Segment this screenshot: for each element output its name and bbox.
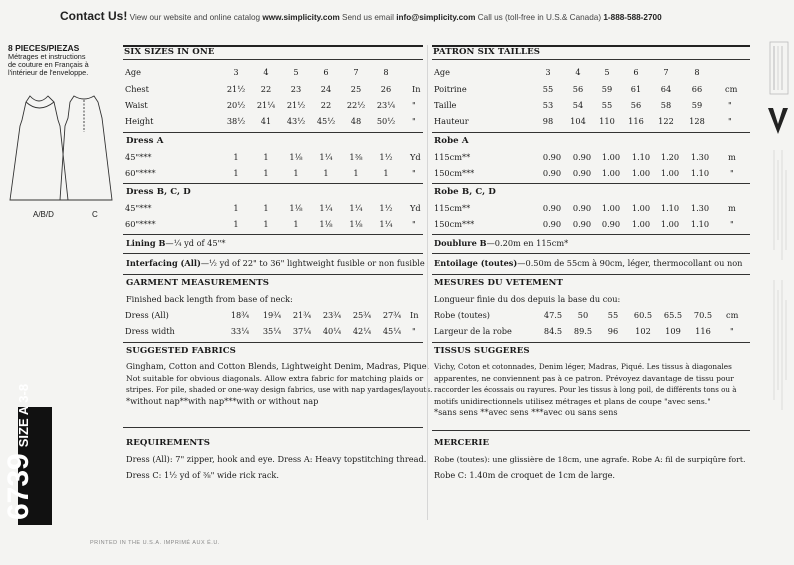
unit-label: " — [730, 168, 734, 178]
paragraph-line: stripes. For pile, shaded or one-way design fabrics, use with nap yardages/layouts. — [126, 385, 433, 395]
unit-label: m — [728, 152, 736, 162]
unit-label: " — [730, 219, 734, 229]
en-row-chest-label: Chest — [125, 84, 149, 94]
dress-line-drawings — [8, 92, 116, 210]
table-cell: 1¼ — [319, 203, 333, 213]
unit-label: " — [412, 326, 416, 336]
table-cell: 7 — [353, 67, 359, 77]
fr-entoilage-label: Entoilage (toutes) — [434, 258, 518, 268]
divider — [432, 234, 750, 235]
table-cell: 0.90 — [542, 168, 562, 178]
table-cell: 1 — [323, 168, 329, 178]
en-lining — [126, 238, 225, 248]
fr-title: PATRON SIX TAILLES — [433, 47, 541, 57]
table-cell: 50½ — [376, 116, 396, 126]
table-cell: 0.90 — [542, 219, 562, 229]
table-cell: 1 — [233, 219, 239, 229]
table-cell: 1.00 — [601, 152, 621, 162]
table-cell: 59 — [601, 84, 613, 94]
table-cell: 18¾ — [230, 310, 250, 320]
contact-phone: 1-888-588-2700 — [603, 13, 662, 22]
unit-label: cm — [726, 310, 739, 320]
table-cell: 37¼ — [292, 326, 312, 336]
envelope-number-block — [2, 384, 36, 520]
table-cell: 1.10 — [690, 168, 710, 178]
table-cell: 1.30 — [690, 203, 710, 213]
table-cell: 41 — [260, 116, 272, 126]
table-cell: 1 — [263, 168, 269, 178]
fr-tissus-text — [434, 361, 748, 419]
table-cell: 61 — [630, 84, 642, 94]
fr-robe-a-title: Robe A — [434, 136, 469, 146]
divider — [123, 183, 423, 184]
table-cell: 22 — [320, 100, 332, 110]
table-cell: 0.90 — [572, 168, 592, 178]
paragraph-line: *sans sens **avec sens ***avec ou sans sens — [434, 407, 618, 418]
table-cell: 24 — [320, 84, 332, 94]
table-cell: 1⅛ — [289, 152, 303, 162]
unit-label: In — [412, 84, 421, 94]
table-cell: 89.5 — [573, 326, 593, 336]
table-cell: 23¼ — [376, 100, 396, 110]
table-cell: 33¼ — [230, 326, 250, 336]
table-cell: 1 — [263, 219, 269, 229]
table-cell: 1½ — [379, 152, 393, 162]
divider — [432, 132, 750, 133]
fr-mesures-title: MESURES DU VETEMENT — [434, 278, 563, 288]
table-cell: 110 — [599, 116, 615, 126]
table-row-label: Taille — [434, 100, 457, 110]
table-cell: 0.90 — [572, 219, 592, 229]
table-cell: 48 — [350, 116, 362, 126]
table-cell: 35¼ — [262, 326, 282, 336]
fr-doublure — [434, 238, 568, 248]
divider — [432, 59, 750, 60]
fr-entoilage-text: —0.50m de 55cm à 90cm, léger, thermocollant ou non — [517, 258, 743, 268]
contact-view-text: View our website and online catalog — [129, 13, 261, 22]
table-cell: 96 — [607, 326, 619, 336]
en-lining-text: —¼ yd of 45"* — [165, 238, 226, 248]
fr-mesures-sub: Longueur finie du dos depuis la base du cou: — [434, 294, 621, 304]
table-cell: 56 — [572, 84, 584, 94]
divider — [123, 59, 423, 60]
table-cell: 0.90 — [542, 152, 562, 162]
table-row-label: 60"**** — [125, 219, 156, 229]
envelope-size: SIZE A 3-8 — [16, 383, 31, 448]
table-cell: 21¾ — [292, 310, 312, 320]
table-cell: 4 — [263, 67, 269, 77]
table-cell: 55 — [601, 100, 613, 110]
contact-email-text: Send us email — [342, 13, 394, 22]
en-garment-sub: Finished back length from base of neck: — [126, 294, 293, 304]
contact-title: Contact Us! — [60, 9, 128, 23]
table-cell: 25 — [350, 84, 362, 94]
en-interfacing-label: Interfacing (All) — [126, 258, 201, 268]
fr-entoilage — [434, 258, 742, 268]
table-cell: 98 — [542, 116, 554, 126]
unit-label: " — [412, 168, 416, 178]
table-cell: 1.10 — [660, 203, 680, 213]
unit-label: " — [728, 116, 732, 126]
table-cell: 21½ — [286, 100, 306, 110]
contact-website[interactable]: www.simplicity.com — [262, 13, 340, 22]
table-row-label: 115cm** — [434, 152, 471, 162]
table-cell: 116 — [628, 116, 644, 126]
pieces-subtitle-3: l'intérieur de l'enveloppe. — [8, 68, 89, 78]
divider — [432, 183, 750, 184]
table-row-label: 45"*** — [125, 203, 152, 213]
table-row-label: 150cm*** — [434, 168, 475, 178]
table-cell: 116 — [695, 326, 711, 336]
paragraph-line: *without nap**with nap***with or without nap — [126, 395, 319, 406]
table-cell: 1¼ — [379, 219, 393, 229]
divider — [123, 132, 423, 133]
table-cell: 38½ — [226, 116, 246, 126]
table-cell: 21¼ — [256, 100, 276, 110]
table-cell: 109 — [665, 326, 681, 336]
table-cell: 64 — [660, 84, 672, 94]
unit-label: m — [728, 203, 736, 213]
table-cell: 25¾ — [352, 310, 372, 320]
column-separator — [427, 45, 428, 520]
table-cell: 1½ — [379, 203, 393, 213]
table-cell: 1 — [233, 203, 239, 213]
barcode-icon — [766, 40, 792, 96]
contact-bar — [60, 9, 662, 23]
table-cell: 21½ — [226, 84, 246, 94]
table-cell: 1⅛ — [319, 219, 333, 229]
table-cell: 22 — [260, 84, 272, 94]
table-cell: 47.5 — [543, 310, 563, 320]
table-cell: 19¾ — [262, 310, 282, 320]
table-cell: 0.90 — [572, 152, 592, 162]
table-row-label: 45"*** — [125, 152, 152, 162]
en-dress-a-title: Dress A — [126, 136, 164, 146]
v-logo-icon — [764, 100, 794, 140]
divider — [123, 234, 423, 235]
table-cell: 5 — [604, 67, 610, 77]
table-cell: 50 — [577, 310, 589, 320]
table-cell: 60.5 — [633, 310, 653, 320]
paragraph-line: motifs unidirectionnels utilisez métrages et plans de coupe "avec sens." — [434, 396, 711, 406]
contact-email[interactable]: info@simplicity.com — [396, 13, 476, 22]
unit-label: cm — [725, 84, 738, 94]
table-row-label: Hauteur — [434, 116, 469, 126]
table-cell: 1.00 — [601, 168, 621, 178]
paragraph-line: Vichy, Coton et cotonnades, Denim léger, Madras, Piqué. Les tissus à diagonales — [434, 362, 732, 371]
table-cell: 1.00 — [631, 219, 651, 229]
en-interfacing-text: —½ yd of 22" to 36" lightweight fusible or non fusible — [200, 258, 425, 268]
table-cell: 102 — [635, 326, 651, 336]
table-cell: 40¼ — [322, 326, 342, 336]
table-row-label: Robe (toutes) — [434, 310, 491, 320]
paragraph-line: Dress C: 1½ yd of ⅜" wide rick rack. — [126, 469, 279, 480]
pieces-title: 8 PIECES/PIEZAS — [8, 43, 80, 53]
table-cell: 1 — [233, 168, 239, 178]
unit-label: " — [412, 100, 416, 110]
paragraph-line: apparentes, ne conviennent pas à ce patron. Prévoyez davantage de tissu pour — [434, 373, 734, 383]
unit-label: " — [728, 100, 732, 110]
table-row-label: Poitrine — [434, 84, 467, 94]
unit-label: Yd — [410, 203, 421, 213]
dress-front-drawing — [10, 96, 68, 200]
brand-logo — [764, 100, 794, 140]
table-cell: 1⅜ — [349, 152, 363, 162]
contact-call-text: Call us (toll-free in U.S.& Canada) — [477, 13, 602, 22]
divider — [123, 274, 423, 275]
table-cell: 104 — [570, 116, 586, 126]
table-cell: 122 — [658, 116, 674, 126]
divider — [123, 427, 423, 428]
table-cell: 59 — [691, 100, 703, 110]
table-cell: 84.5 — [543, 326, 563, 336]
table-cell: 1.00 — [660, 168, 680, 178]
fr-doublure-text: —0.20m en 115cm* — [486, 238, 569, 248]
table-cell: 1⅛ — [289, 203, 303, 213]
table-cell: 42¼ — [352, 326, 372, 336]
unit-label: " — [730, 326, 734, 336]
paragraph-line: Not suitable for obvious diagonals. Allow extra fabric for matching plaids or — [126, 373, 424, 383]
table-cell: 1⅛ — [349, 219, 363, 229]
table-cell: 0.90 — [572, 203, 592, 213]
divider — [432, 430, 750, 431]
table-cell: 3 — [545, 67, 551, 77]
fine-print-strip — [770, 150, 792, 440]
table-cell: 23¾ — [322, 310, 342, 320]
divider — [432, 274, 750, 275]
table-cell: 1 — [383, 168, 389, 178]
divider — [432, 342, 750, 343]
table-row-label: 60"**** — [125, 168, 156, 178]
pieces-info — [8, 43, 89, 78]
table-cell: 1 — [263, 152, 269, 162]
table-cell: 53 — [542, 100, 554, 110]
table-cell: 1.00 — [660, 219, 680, 229]
table-cell: 1.10 — [631, 152, 651, 162]
divider — [123, 253, 423, 254]
table-cell: 1¼ — [319, 152, 333, 162]
pieces-subtitle-2: de couture en Français à — [8, 60, 89, 70]
table-cell: 128 — [689, 116, 705, 126]
table-cell: 1.00 — [631, 168, 651, 178]
fr-mercerie-title: MERCERIE — [434, 438, 490, 448]
unit-label: In — [410, 310, 419, 320]
table-cell: 1 — [353, 168, 359, 178]
table-cell: 8 — [694, 67, 700, 77]
table-row-label: Largeur de la robe — [434, 326, 512, 336]
table-cell: 54 — [572, 100, 584, 110]
unit-label: Yd — [410, 152, 421, 162]
paragraph-line: Gingham, Cotton and Cotton Blends, Lightweight Denim, Madras, Pique. — [126, 361, 430, 371]
table-cell: 8 — [383, 67, 389, 77]
table-cell: 27¾ — [382, 310, 402, 320]
table-cell: 1¼ — [349, 203, 363, 213]
en-requirements-title: REQUIREMENTS — [126, 438, 211, 448]
table-cell: 70.5 — [693, 310, 713, 320]
envelope-number: 6739 — [2, 453, 35, 520]
paragraph-line: Robe C: 1.40m de croquet de 1cm de large. — [434, 469, 616, 480]
table-cell: 56 — [630, 100, 642, 110]
en-lining-label: Lining B — [126, 238, 166, 248]
printed-in-usa: PRINTED IN THE U.S.A. IMPRIMÉ AUX É.U. — [90, 540, 220, 546]
fr-robe-bcd-title: Robe B, C, D — [434, 187, 496, 197]
table-cell: 4 — [575, 67, 581, 77]
en-title: SIX SIZES IN ONE — [124, 47, 215, 57]
table-cell: 66 — [691, 84, 703, 94]
table-row-label: 115cm** — [434, 203, 471, 213]
pieces-subtitle-1: Métrages et instructions — [8, 52, 86, 61]
table-cell: 43½ — [286, 116, 306, 126]
table-cell: 55 — [607, 310, 619, 320]
table-cell: 0.90 — [542, 203, 562, 213]
table-cell: 1.00 — [631, 203, 651, 213]
en-fabrics-text — [126, 361, 433, 407]
table-cell: 1 — [233, 152, 239, 162]
en-requirements-text — [126, 454, 427, 481]
en-row-height-label: Height — [125, 116, 154, 126]
fr-tissus-title: TISSUS SUGGERES — [434, 346, 530, 356]
unit-label: " — [412, 116, 416, 126]
dress-back-drawing — [60, 96, 112, 200]
divider — [123, 342, 423, 343]
table-cell: 1 — [293, 168, 299, 178]
table-cell: 1 — [263, 203, 269, 213]
table-cell: 22½ — [346, 100, 366, 110]
en-row-age-label: Age — [125, 67, 141, 77]
en-fabrics-title: SUGGESTED FABRICS — [126, 346, 236, 356]
table-cell: 20½ — [226, 100, 246, 110]
table-cell: 26 — [380, 84, 392, 94]
paragraph-line: Robe (toutes): une glissière de 18cm, une agrafe. Robe A: fil de surpiqûre fort. — [434, 455, 746, 464]
en-dress-bcd-title: Dress B, C, D — [126, 187, 191, 197]
unit-label: " — [412, 219, 416, 229]
table-cell: 45½ — [316, 116, 336, 126]
table-row-label: Age — [434, 67, 450, 77]
table-cell: 58 — [660, 100, 672, 110]
table-cell: 7 — [663, 67, 669, 77]
en-interfacing — [126, 258, 425, 268]
view-label-abd: A/B/D — [33, 210, 54, 219]
table-cell: 55 — [542, 84, 554, 94]
divider — [432, 253, 750, 254]
table-cell: 1.20 — [660, 152, 680, 162]
table-cell: 1.30 — [690, 152, 710, 162]
table-row-label: Dress width — [125, 326, 175, 336]
fr-mercerie-text — [434, 454, 748, 481]
paragraph-line: Dress (All): 7" zipper, hook and eye. Dress A: Heavy topstitching thread. — [126, 454, 427, 464]
en-row-waist-label: Waist — [125, 100, 148, 110]
table-cell: 6 — [323, 67, 329, 77]
table-cell: 45¼ — [382, 326, 402, 336]
view-label-c: C — [92, 210, 98, 219]
table-cell: 3 — [233, 67, 239, 77]
table-cell: 1 — [293, 219, 299, 229]
table-row-label: Dress (All) — [125, 310, 169, 320]
table-cell: 23 — [290, 84, 302, 94]
table-cell: 5 — [293, 67, 299, 77]
table-cell: 1.00 — [601, 203, 621, 213]
table-cell: 6 — [633, 67, 639, 77]
fr-doublure-label: Doublure B — [434, 238, 487, 248]
table-cell: 65.5 — [663, 310, 683, 320]
en-garment-title: GARMENT MEASUREMENTS — [126, 278, 270, 288]
paragraph-line: raccorder les écossais ou rayures. Pour les tissus à long poil, de différents tons ou à — [434, 385, 737, 395]
table-cell: 1.10 — [690, 219, 710, 229]
table-cell: 0.90 — [601, 219, 621, 229]
table-row-label: 150cm*** — [434, 219, 475, 229]
